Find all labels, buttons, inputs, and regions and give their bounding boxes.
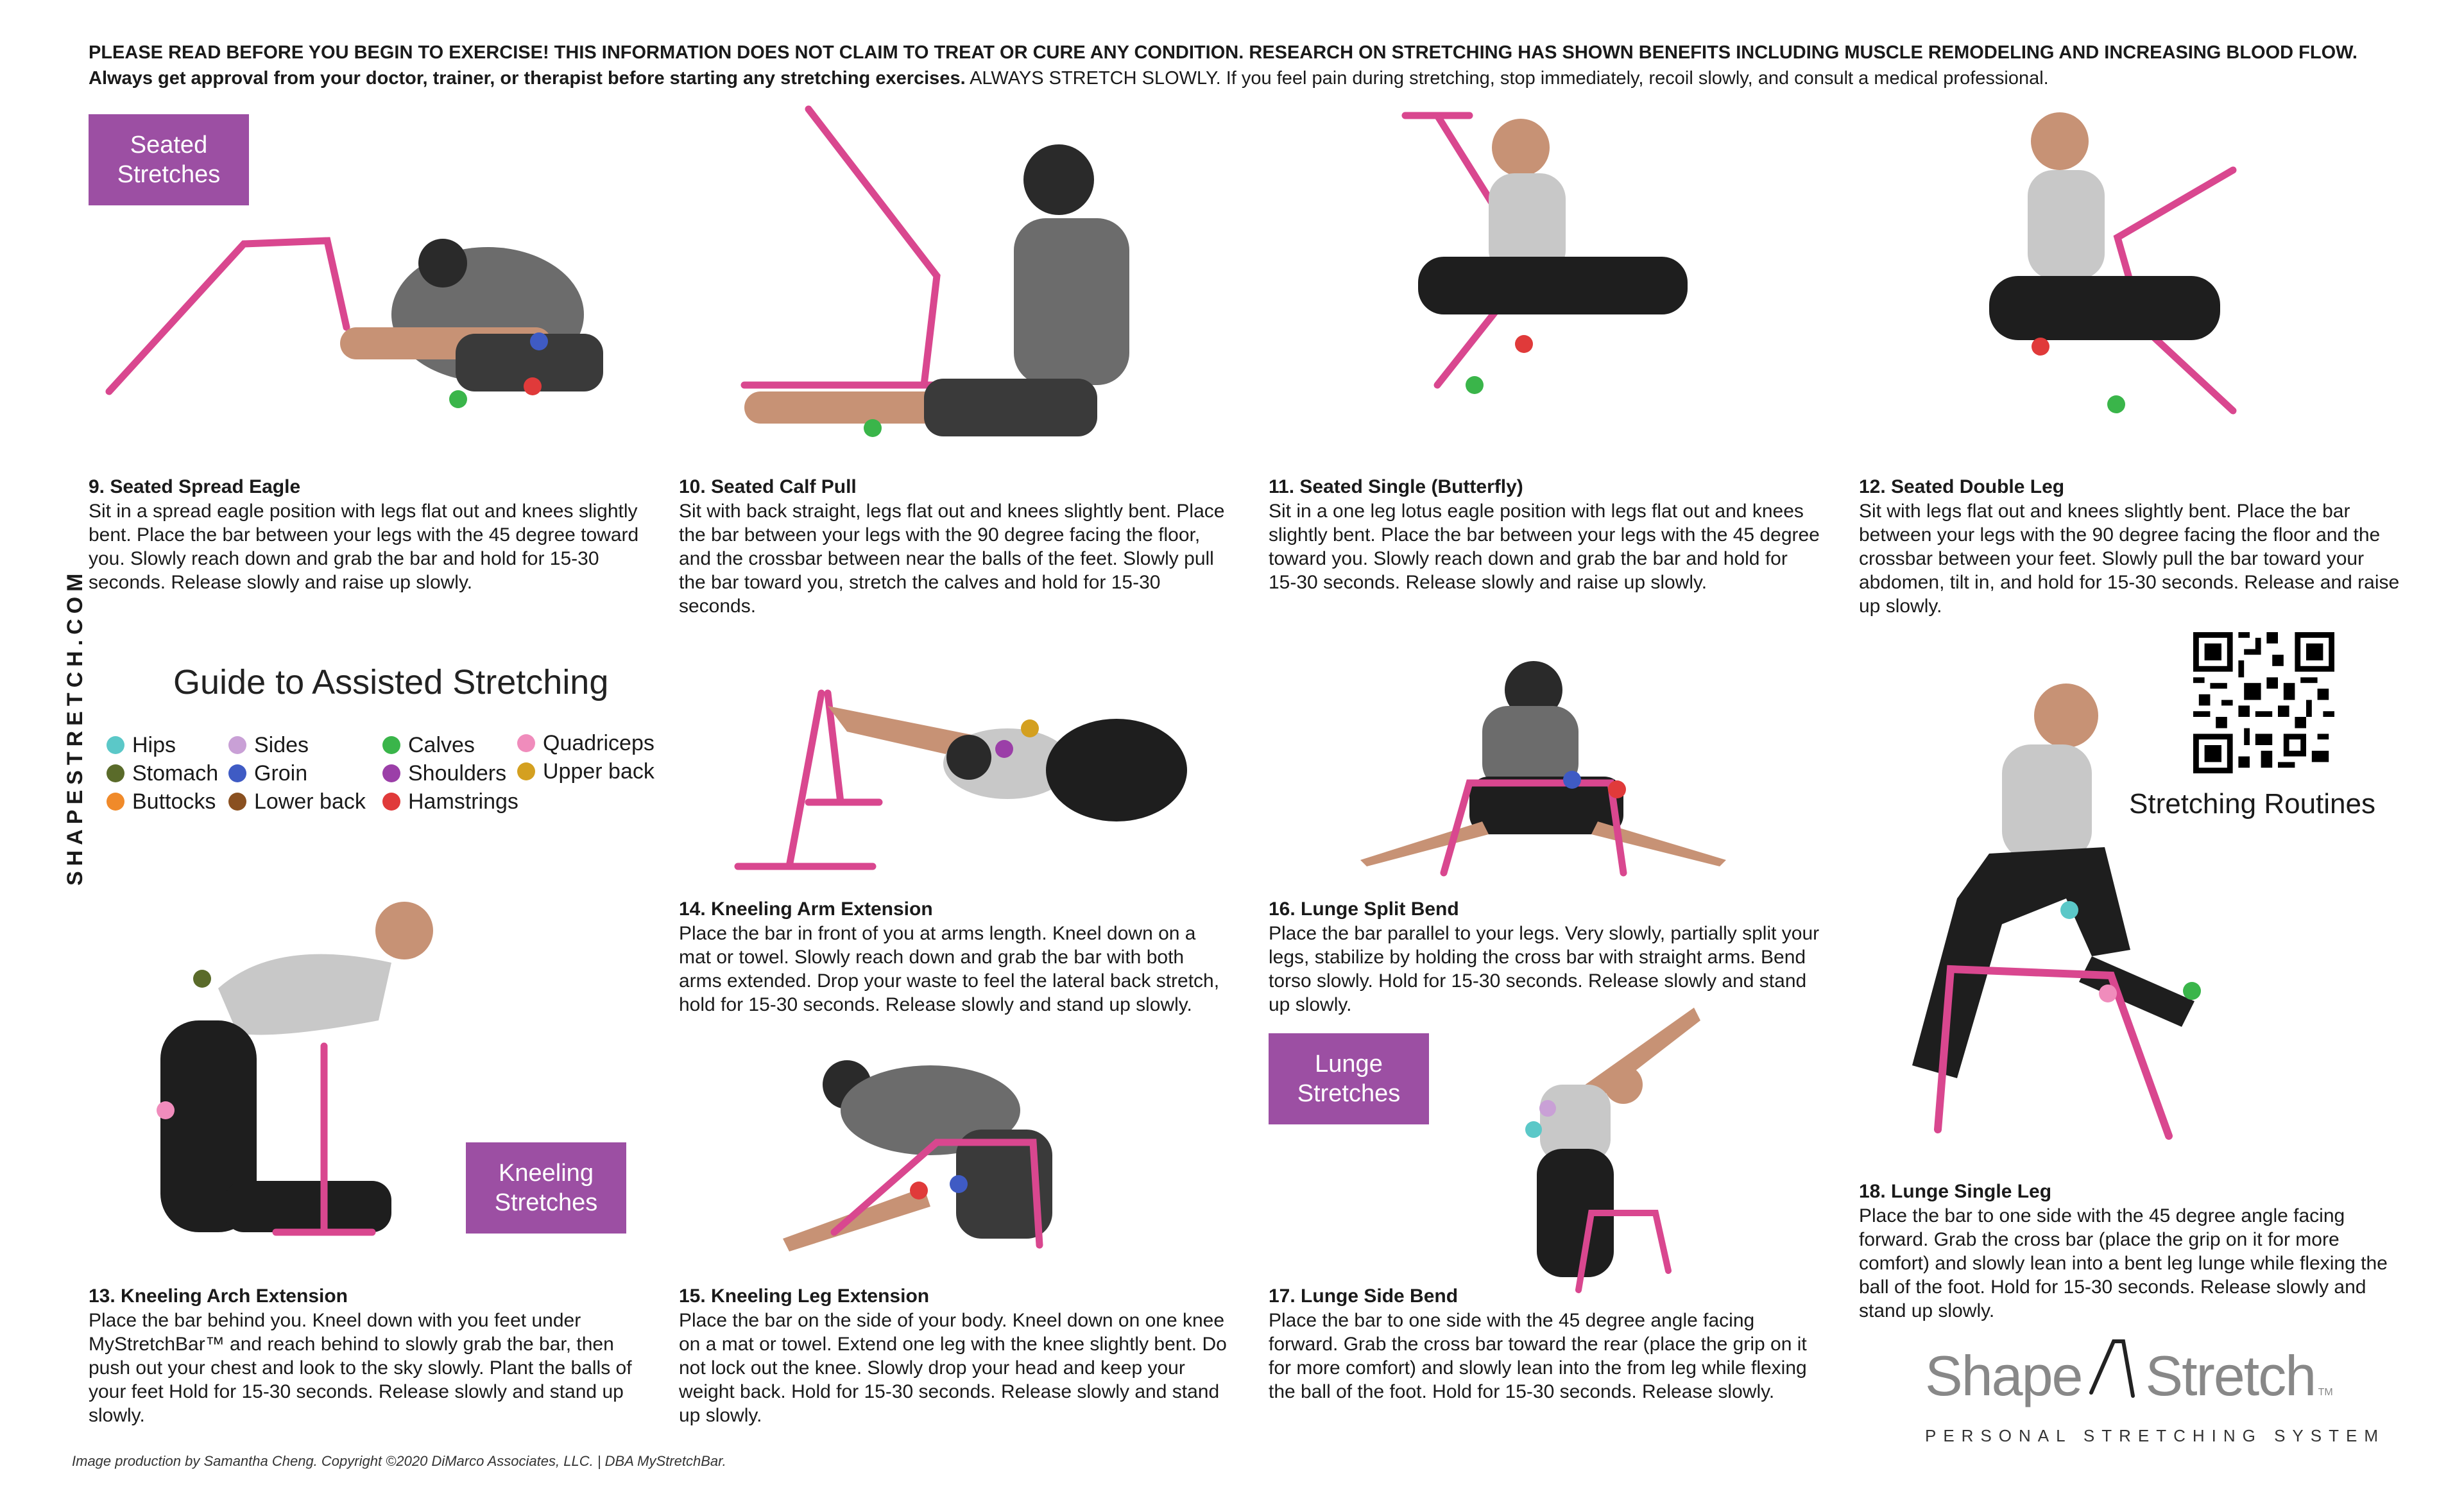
legend-item-stomach (107, 759, 218, 788)
legend-item-hamstrings (382, 787, 518, 816)
legend-swatch (228, 793, 246, 811)
legend-swatch (382, 736, 400, 754)
exercise-desc: Sit in a spread eagle position with legs flat out and knees slightly bent. Place the bar between your legs with the 45 degree toward you. Slowly reach down and grab the bar and hold for 15-30 seconds. Release slowly and raise up slowly. (89, 501, 639, 593)
legend-label: Upper back (543, 759, 654, 784)
legend-swatch (228, 764, 246, 782)
legend-item-hips (107, 730, 176, 760)
logo-word-stretch: Stretch (2145, 1344, 2316, 1407)
legend-swatch (107, 793, 124, 811)
exercise-title: 12. Seated Double Leg (1859, 476, 2065, 497)
warning-bold: PLEASE READ BEFORE YOU BEGIN TO EXERCISE! THIS INFORMATION DOES NOT CLAIM TO TREAT OR CURE ANY CONDITION. RESEARCH ON STRETCHING HAS SHOWN BENEFITS INCLUDING MUSCLE REMODELING AND INCREASING BLOOD FLOW. Always get approval from your doctor, trainer, or therapist before starting any stretching exercises. (89, 42, 2357, 89)
legend-item-shoulders (382, 759, 506, 788)
section-tag-kneeling: Kneeling Stretches (466, 1142, 626, 1234)
section-tag-seated: Seated Stretches (89, 114, 249, 205)
legend-label: Lower back (254, 789, 366, 814)
legend-item-lower-back (228, 787, 366, 816)
exercise-title: 17. Lunge Side Bend (1269, 1285, 1459, 1307)
legend-item-buttocks (107, 787, 216, 816)
exercise-17 (1269, 1285, 1820, 1404)
legend-item-sides (228, 730, 309, 760)
legend-label: Hamstrings (408, 789, 518, 814)
legend-swatch (517, 734, 535, 752)
warning-normal: ALWAYS STRETCH SLOWLY. If you feel pain during stretching, stop immediately, recoil slowly, and consult a medical professional. (965, 68, 2049, 89)
photo-kneeling-arm-extension (719, 680, 1219, 892)
qr-code[interactable] (2193, 632, 2334, 773)
footer-credit: Image production by Samantha Cheng. Copyright ©2020 DiMarco Associates, LLC. | DBA MyStretchBar. (72, 1453, 726, 1469)
legend-label: Calves (408, 733, 475, 757)
photo-kneeling-arch-extension (148, 873, 456, 1258)
legend-swatch (107, 764, 124, 782)
exercise-13 (89, 1285, 640, 1427)
legend-swatch (382, 793, 400, 811)
photo-seated-butterfly (1380, 103, 1733, 456)
legend-label: Groin (254, 761, 308, 786)
site-url-vertical: SHAPESTRETCH.COM (63, 568, 87, 886)
photo-seated-double-leg (1976, 96, 2272, 456)
exercise-desc: Place the bar parallel to your legs. Very slowly, partially split your legs, stabilize by holding the cross bar with straight arms. Bend torso slowly. Hold for 15-30 seconds. Release slowly and stand up slowly. (1269, 923, 1820, 1015)
exercise-title: 18. Lunge Single Leg (1859, 1181, 2052, 1202)
warning-notice (89, 40, 2411, 91)
brand-logo (1925, 1335, 2333, 1409)
stretch-bar-icon (2085, 1335, 2143, 1399)
exercise-title: 13. Kneeling Arch Extension (89, 1285, 348, 1307)
legend-item-quadriceps (517, 728, 654, 758)
exercise-14 (679, 898, 1231, 1017)
exercise-title: 16. Lunge Split Bend (1269, 898, 1459, 920)
section-tag-lunge: Lunge Stretches (1269, 1033, 1429, 1124)
photo-lunge-side-bend (1514, 1001, 1726, 1303)
exercise-11 (1269, 476, 1820, 594)
guide-title: Guide to Assisted Stretching (173, 663, 609, 701)
legend-item-upper-back (517, 757, 654, 786)
logo-tagline: PERSONAL STRETCHING SYSTEM (1925, 1426, 2385, 1445)
qr-caption: Stretching Routines (2129, 788, 2375, 820)
legend-label: Quadriceps (543, 731, 654, 755)
photo-lunge-split-bend (1354, 661, 1752, 886)
legend-label: Shoulders (408, 761, 507, 786)
logo-word-shape: Shape (1925, 1344, 2082, 1407)
photo-seated-spread-eagle (96, 218, 648, 436)
exercise-title: 9. Seated Spread Eagle (89, 476, 301, 497)
legend-swatch (382, 764, 400, 782)
exercise-12 (1859, 476, 2411, 618)
logo-trademark: TM (2318, 1387, 2333, 1398)
exercise-desc: Sit in a one leg lotus eagle position with legs flat out and knees slightly bent. Place the bar between your legs with the 45 degree toward you. Slowly reach down and grab the bar and hold for 15-30 seconds. Release slowly and raise up slowly. (1269, 501, 1820, 593)
exercise-title: 14. Kneeling Arm Extension (679, 898, 933, 920)
exercise-9 (89, 476, 640, 594)
legend-label: Buttocks (132, 789, 216, 814)
legend-swatch (107, 736, 124, 754)
legend-label: Sides (254, 733, 309, 757)
exercise-10 (679, 476, 1231, 618)
legend-label: Hips (132, 733, 176, 757)
exercise-15 (679, 1285, 1231, 1427)
exercise-desc: Place the bar to one side with the 45 degree angle facing forward. Grab the cross bar toward the rear (place the grip on it for more comfort) and slowly lean into the from leg while flexing the ball of the foot. Hold for 15-30 seconds. Release slowly. (1269, 1310, 1807, 1402)
exercise-desc: Place the bar behind you. Kneel down with you feet under MyStretchBar™ and reach behind to slowly grab the bar, then push out your chest and look to the sky slowly. Plant the balls of your feet Hold for 15-30 seconds. Release slowly and stand up slowly. (89, 1310, 632, 1426)
exercise-title: 11. Seated Single (Butterfly) (1269, 476, 1523, 497)
legend-item-groin (228, 759, 307, 788)
exercise-title: 10. Seated Calf Pull (679, 476, 857, 497)
exercise-desc: Place the bar to one side with the 45 degree angle facing forward. Grab the cross bar (place the grip on it for more comfort) and slowly lean into a bent leg lunge while flexing the ball of the foot. Hold for 15-30 seconds. Release slowly and stand up slowly. (1859, 1205, 2388, 1321)
exercise-desc: Place the bar on the side of your body. Kneel down on one knee on a mat or towel. Extend one leg with the knee slightly bent. Do not lock out the knee. Slowly drop your head and keep your weight back. Hold for 15-30 seconds. Release slowly and stand up slowly. (679, 1310, 1227, 1426)
legend-swatch (517, 762, 535, 780)
exercise-18 (1859, 1181, 2411, 1323)
photo-seated-calf-pull (732, 103, 1168, 462)
legend-swatch (228, 736, 246, 754)
legend-item-calves (382, 730, 475, 760)
exercise-desc: Sit with legs flat out and knees slightly bent. Place the bar between your legs with the 90 degree facing the floor and the crossbar between your feet. Slowly pull the bar toward your abdomen, tilt in, and hold for 15-30 seconds. Release and raise up slowly. (1859, 501, 2400, 617)
exercise-desc: Place the bar in front of you at arms length. Kneel down on a mat or towel. Slowly reach down and grab the bar with both arms extended. Drop your waste to feel the lateral back stretch, hold for 15-30 seconds. Release slowly and stand up slowly. (679, 923, 1220, 1015)
exercise-title: 15. Kneeling Leg Extension (679, 1285, 930, 1307)
photo-kneeling-leg-extension (776, 1059, 1110, 1264)
exercise-16 (1269, 898, 1820, 1017)
legend-label: Stomach (132, 761, 219, 786)
exercise-desc: Sit with back straight, legs flat out and knees slightly bent. Place the bar between your legs with the 90 degree facing the floor, and the crossbar between near the balls of the feet. Slowly pull the bar toward you, stretch the calves and hold for 15-30 seconds. (679, 501, 1225, 617)
